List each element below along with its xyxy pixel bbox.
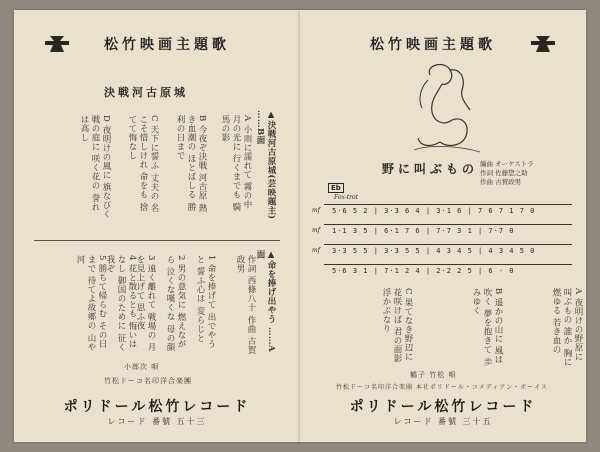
dynamic-marking: mf — [312, 247, 320, 254]
score-notes: 5·6 5 2 | 3·3 6 4 | 3·1 6 | 7 6 7 1 7 0 — [332, 207, 536, 215]
credits — [480, 160, 534, 187]
catalog-number: 五十三 號番 ドーコレ — [393, 417, 493, 426]
header-title: 歌題主画映竹松 — [370, 37, 496, 53]
credits-top: ▲決戦河古原城(芸映題主) ……B面 — [255, 110, 276, 220]
score-notes: 3·3 5 5 | 3·3 5 5 | 4 3 4 5 | 4 3 4 5 0 — [332, 247, 536, 255]
credit-line: 作曲 古賀政男 — [480, 178, 522, 186]
shochiku-logo-icon — [44, 34, 70, 54]
lower-title: ▲命を捧げ出やう ……A面 — [255, 250, 276, 353]
bottom-brand: ドーコレ竹松ルードリポ — [63, 399, 251, 415]
credit-line: 作詞 佐藤惣之助 — [480, 169, 528, 177]
lower-lyrics-4: 4 花と散るとも 悔いはなし 御国のために 征く我ぞ — [105, 255, 137, 352]
right-page — [300, 10, 586, 442]
tempo-marking: Fox-trot — [334, 194, 359, 201]
lower-lyrics-2: 2 男の意気に 燃えながら 泣くな嘆くな 母の顔 — [165, 255, 186, 352]
singer-caption: 唄 次郎小 — [124, 363, 160, 371]
brand-caption: 團楽合洋印名コード松竹 — [104, 377, 192, 385]
score-row — [312, 204, 572, 223]
dynamic-marking: mf — [312, 227, 320, 234]
song-title: のもぶ叫に野 — [382, 162, 479, 176]
lyrics-block-d: D 夜明けの風に 旗なびく 戦の庭に 咲く花の 誉れは高し — [79, 115, 111, 219]
header-title: 歌題主画映竹松 — [104, 37, 230, 53]
score-row — [312, 244, 572, 263]
lyrics-block-a: A 夜明けの野原に 叫ぶもの 誰か 胸に燃ゆる 若き血の — [551, 288, 583, 367]
key-signature: Eb — [328, 183, 344, 193]
lyrics-block-b: B 遥かの山に 風は吹く 夢を抱きて 歩みゆく — [471, 288, 503, 367]
lyrics-block-c: C 天下に誓ふ 丈夫の 名こそ惜しけれ 命をも 捨てて悔なし — [127, 115, 159, 213]
lyrics-block-c: C 果てなき野辺に 花咲けば 君の面影 浮かぶなり — [381, 288, 413, 364]
shochiku-logo-icon — [530, 34, 556, 54]
lyrics-block-a: A 小雨に濡れて 霧の中 月の光に 行くまでも 騎馬の影 — [220, 115, 252, 212]
woman-illustration — [400, 60, 490, 155]
credit-line: 編曲 オーケストラ — [480, 160, 534, 168]
score-row — [324, 264, 572, 283]
lower-lyrics-5: 5 勝ちて帰らむ その日まで 待てよ故郷の 山や河 — [75, 255, 107, 352]
lyrics-block-b: B 今夜ぞ決戦 河古原 熱き血潮の ほとばしる 勝利の日まで — [175, 115, 207, 213]
catalog-number: 三十五 號番 ドーコレ — [107, 417, 207, 426]
divider — [34, 240, 280, 241]
lower-credits: 作詞 西條八十 作曲 古賀政男 — [235, 255, 256, 355]
song-title: 城原古河戦決 — [104, 86, 188, 99]
lower-lyrics-3: 3 遠く離れて 戦場の 月を見上げて 思ふ夜 — [135, 255, 156, 352]
brand-caption: スイーボ・ンアィデメコ・ルードリポ社本 團楽合洋印名コード松竹 — [336, 384, 549, 391]
lower-lyrics-1: 1 命を捧げて 出でやうと 誓ふ心は 変らじと — [195, 255, 216, 349]
score-notes: 1·1 3 5 | 6·1 7 6 | 7·7 3 1 | 7·7 0 — [332, 227, 515, 235]
bottom-brand: ドーコレ竹松ルードリポ — [349, 399, 537, 415]
score-row — [312, 224, 572, 243]
score-notes: 5·6 3 1 | 7·1 2 4 | 2·2 2 5 | 6 · 0 — [332, 267, 515, 275]
singer-caption: 唄 松竹 子鶴 — [410, 371, 457, 379]
left-page — [14, 10, 300, 442]
dynamic-marking: mf — [312, 207, 320, 214]
